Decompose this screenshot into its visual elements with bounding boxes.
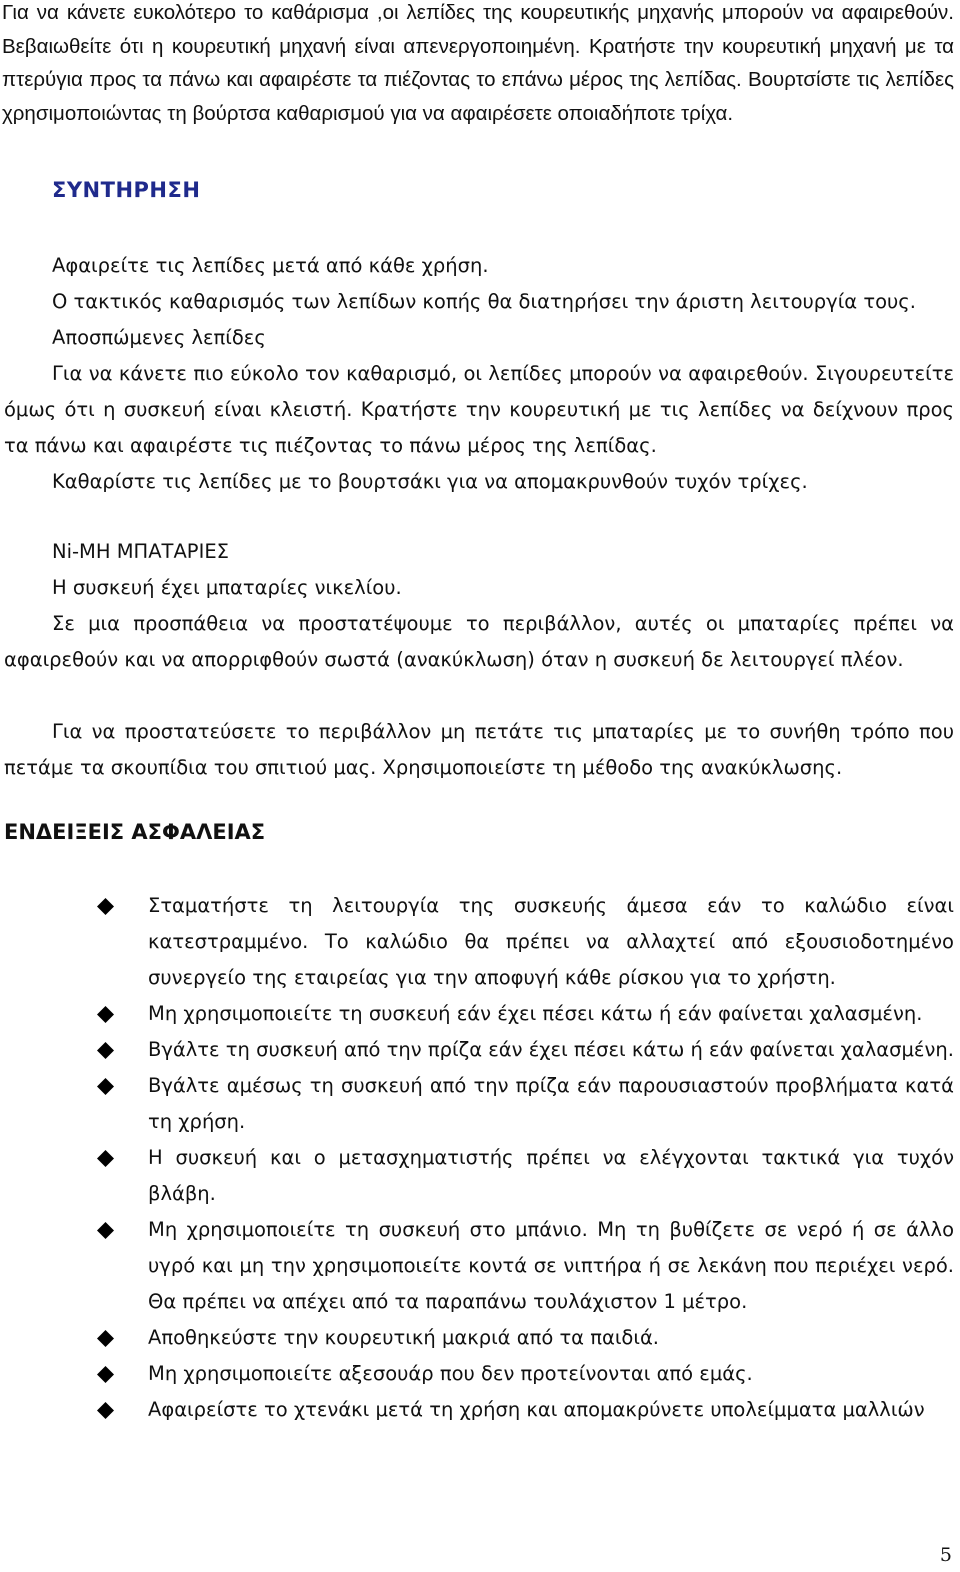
list-item	[94, 1068, 954, 1140]
safety-item-text: Βγάλτε τη συσκευή από την πρίζα εάν έχει πέσει κάτω ή εάν φαίνεται χαλασμένη.	[148, 1038, 954, 1061]
safety-heading: ΕΝΔΕΙΞΕΙΣ ΑΣΦΑΛΕΙΑΣ	[4, 820, 266, 844]
diamond-bullet-icon	[97, 1150, 114, 1167]
maintenance-line-2: Ο τακτικός καθαρισμός των λεπίδων κοπής θα διατηρήσει την άριστη λειτουργία τους.	[52, 290, 916, 313]
safety-item-text: Μη χρησιμοποιείτε αξεσουάρ που δεν προτείνονται από εμάς.	[148, 1362, 753, 1385]
maintenance-heading: ΣΥΝΤΗΡΗΣΗ	[52, 178, 201, 202]
removable-blades-paragraph: Για να κάνετε πιο εύκολο τον καθαρισμό, οι λεπίδες μπορούν να αφαιρεθούν. Σιγουρευτείτε όμως ότι η συσκευή είναι κλειστή. Κρατήστε την κουρευτική με τις λεπίδες να δείχνουν προς τα πάνω και αφαιρέστε τις πιέζοντας το πάνω μέρος της λεπίδας.	[4, 362, 954, 457]
diamond-bullet-icon	[97, 1366, 114, 1383]
list-item	[94, 1140, 954, 1212]
list-item	[94, 1320, 954, 1356]
diamond-bullet-icon	[97, 1042, 114, 1059]
diamond-bullet-icon	[97, 1006, 114, 1023]
list-item	[94, 1392, 954, 1428]
diamond-bullet-icon	[97, 898, 114, 915]
diamond-bullet-icon	[97, 1330, 114, 1347]
list-item	[94, 1032, 954, 1068]
intro-paragraph: Για να κάνετε ευκολότερο το καθάρισμα ,οι λεπίδες της κουρευτικής μηχανής μπορούν να αφαιρεθούν. Βεβαιωθείτε ότι η κουρευτική μηχανή είναι απενεργοποιημένη. Κρατήστε την κουρευτική μηχανή με τα πτερύγια προς τα πάνω και αφαιρέστε τα πιέζοντας το επάνω μέρος της λεπίδας. Βουρτσίστε τις λεπίδες χρησιμοποιώντας τη βούρτσα καθαρισμού για να αφαιρέσετε οποιαδήποτε τρίχα.	[2, 1, 954, 125]
safety-item-text: Μη χρησιμοποιείτε τη συσκευή στο μπάνιο. Μη τη βυθίζετε σε νερό ή σε άλλο υγρό και μη την χρησιμοποιείτε κοντά σε νιπτήρα ή σε λεκάνη που περιέχει νερό. Θα πρέπει να απέχει από τα παραπάνω τουλάχιστον 1 μέτρο.	[148, 1218, 954, 1313]
safety-item-text: Αποθηκεύστε την κουρευτική μακριά από τα παιδιά.	[148, 1326, 660, 1349]
battery-line-1: Η συσκευή έχει μπαταρίες νικελίου.	[52, 576, 402, 599]
safety-item-text: Σταματήστε τη λειτουργία της συσκευής άμεσα εάν το καλώδιο είναι κατεστραμμένο. Το καλώδιο θα πρέπει να αλλαχτεί από εξουσιοδοτημένο συνεργείο της εταιρείας για την αποφυγή κάθε ρίσκου για το χρήστη.	[148, 894, 954, 989]
diamond-bullet-icon	[97, 1078, 114, 1095]
maintenance-line-4: Καθαρίστε τις λεπίδες με το βουρτσάκι για να απομακρυνθούν τυχόν τρίχες.	[52, 470, 808, 493]
safety-item-text: Η συσκευή και ο μετασχηματιστής πρέπει να ελέγχονται τακτικά για τυχόν βλάβη.	[148, 1146, 954, 1205]
safety-item-text: Αφαιρείστε το χτενάκι μετά τη χρήση και απομακρύνετε υπολείμματα μαλλιών	[148, 1398, 925, 1421]
diamond-bullet-icon	[97, 1222, 114, 1239]
battery-heading: Ni-MH ΜΠΑΤΑΡΙΕΣ	[52, 540, 229, 563]
list-item	[94, 996, 954, 1032]
page-number: 5	[939, 1544, 952, 1566]
diamond-bullet-icon	[97, 1402, 114, 1419]
list-item	[94, 1212, 954, 1320]
maintenance-line-1: Αφαιρείτε τις λεπίδες μετά από κάθε χρήση.	[52, 254, 489, 277]
safety-list	[94, 888, 954, 1428]
safety-item-text: Βγάλτε αμέσως τη συσκευή από την πρίζα εάν παρουσιαστούν προβλήματα κατά τη χρήση.	[148, 1074, 954, 1133]
battery-paragraph-1: Σε μια προσπάθεια να προστατέψουμε το περιβάλλον, αυτές οι μπαταρίες πρέπει να αφαιρεθούν και να απορριφθούν σωστά (ανακύκλωση) όταν η συσκευή δε λειτουργεί πλέον.	[4, 612, 954, 671]
safety-item-text: Μη χρησιμοποιείτε τη συσκευή εάν έχει πέσει κάτω ή εάν φαίνεται χαλασμένη.	[148, 1002, 923, 1025]
list-item	[94, 888, 954, 996]
maintenance-line-3: Αποσπώμενες λεπίδες	[52, 326, 266, 349]
list-item	[94, 1356, 954, 1392]
battery-paragraph-2: Για να προστατεύσετε το περιβάλλον μη πετάτε τις μπαταρίες με το συνήθη τρόπο που πετάμε τα σκουπίδια του σπιτιού μας. Χρησιμοποιείστε τη μέθοδο της ανακύκλωσης.	[4, 720, 954, 779]
